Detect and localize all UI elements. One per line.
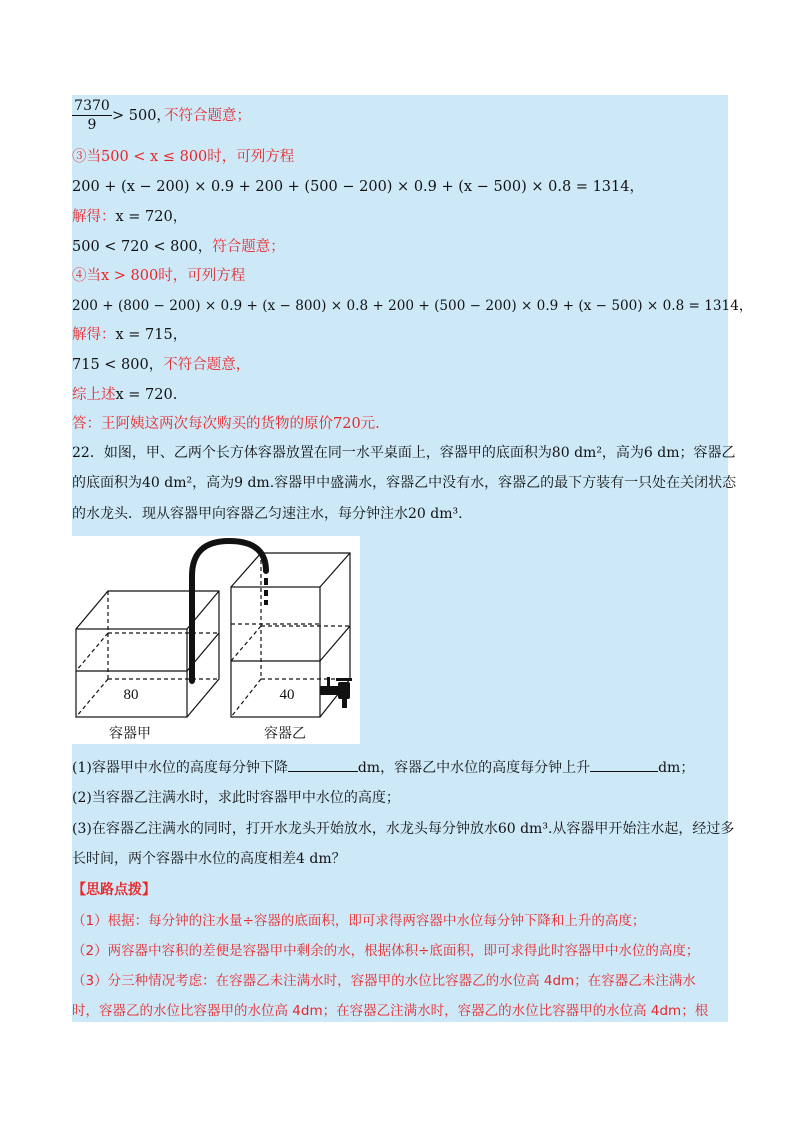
- container-a-front: [76, 629, 187, 717]
- solution-value: x = 715，: [115, 327, 188, 343]
- container-b-area-label: 40: [279, 687, 295, 703]
- conclusion-line: [72, 384, 177, 406]
- check-verdict: 符合题意；: [212, 239, 285, 255]
- case-3-check: [72, 236, 285, 258]
- container-b-front: [231, 587, 320, 717]
- container-a: [76, 591, 219, 717]
- case-3-heading: ③当500 < x ≤ 800时，可列方程: [72, 149, 295, 165]
- fraction-numerator: 7370: [72, 97, 112, 116]
- fraction-comparison: > 500，: [112, 108, 171, 124]
- part-3-line-2: 长时间，两个容器中水位的高度相差4 dm？: [72, 851, 346, 867]
- hint-1: （1）根据：每分钟的注水量÷容器的底面积，即可求得两容器中水位每分钟下降和上升的高度；: [72, 913, 646, 929]
- answer-line: 答：王阿姨这两次每次购买的货物的原价720元.: [72, 416, 380, 432]
- hint-title: 【思路点拨】: [72, 882, 156, 898]
- solution-label: 解得：: [72, 327, 116, 343]
- fraction-verdict: 不符合题意；: [164, 108, 251, 124]
- check-inequality: 715 < 800，: [72, 357, 164, 373]
- part-1-line: [72, 757, 694, 779]
- siphon-pipe: [192, 541, 266, 681]
- fraction-denominator: 9: [87, 117, 97, 133]
- conclusion-label: 综上述: [72, 387, 116, 403]
- hint-2: （2）两容器中容积的差便是容器甲中剩余的水，根据体积÷底面积，即可求得此时容器甲中水位的高度；: [72, 943, 700, 959]
- part-2-line: (2)当容器乙注满水时，求此时容器甲中水位的高度；: [72, 790, 400, 806]
- part-1-blank-a[interactable]: [288, 757, 358, 772]
- case-4-check: [72, 354, 250, 376]
- part-1-text-a: (1)容器甲中水位的高度每分钟下降: [72, 760, 288, 776]
- solution-label: 解得：: [72, 209, 116, 225]
- container-b-caption: 容器乙: [264, 726, 306, 742]
- case-4-equation: 200 + (800 − 200) × 0.9 + (x − 800) × 0.8 + 200 + (500 − 200) × 0.9 + (x − 500) × 0.8 = 1314，: [72, 298, 753, 314]
- question-22-line-1: 22．如图，甲、乙两个长方体容器放置在同一水平桌面上，容器甲的底面积为80 dm²，高为6 dm；容器乙: [72, 445, 736, 461]
- question-22-line-2: 的底面积为40 dm²，高为9 dm.容器甲中盛满水，容器乙中没有水，容器乙的最下方装有一只处在关闭状态: [72, 475, 737, 491]
- case-4-solution: [72, 324, 187, 346]
- document-highlight-block: [72, 95, 753, 1022]
- part-3-line-1: (3)在容器乙注满水的同时，打开水龙头开始放水，水龙头每分钟放水60 dm³.从容器甲开始注水起，经过多: [72, 821, 735, 837]
- container-a-back: [76, 591, 219, 717]
- part-1-text-c: dm；: [658, 760, 695, 776]
- solution-value: x = 720，: [115, 209, 188, 225]
- containers-diagram: [72, 536, 360, 744]
- part-1-text-b: dm，容器乙中水位的高度每分钟上升: [357, 760, 591, 776]
- case-3-equation: 200 + (x − 200) × 0.9 + 200 + (500 − 200) × 0.9 + (x − 500) × 0.8 = 1314，: [72, 179, 644, 195]
- part-1-blank-b[interactable]: [590, 757, 658, 772]
- water-drips: [264, 578, 268, 605]
- case-4-heading: ④当x > 800时，可列方程: [72, 268, 246, 284]
- hint-3-line-2: 时，容器乙的水位比容器甲的水位高 4dm；在容器乙注满水时，容器乙的水位比容器甲的水位高 4dm；根: [72, 1003, 709, 1019]
- check-verdict: 不符合题意，: [163, 357, 251, 373]
- container-a-caption: 容器甲: [109, 726, 151, 742]
- hint-3-line-1: （3）分三种情况考虑：在容器乙未注满水时，容器甲的水位比容器乙的水位高 4dm；在容器乙未注满水: [72, 973, 696, 989]
- container-a-area-label: 80: [123, 687, 139, 703]
- conclusion-value: x = 720.: [115, 387, 178, 403]
- case-3-solution: [72, 206, 187, 228]
- fraction: [72, 97, 112, 134]
- check-inequality: 500 < 720 < 800，: [72, 239, 213, 255]
- containers-figure: [72, 536, 360, 744]
- question-22-line-3: 的水龙头．现从容器甲向容器乙匀速注水，每分钟注水20 dm³.: [72, 506, 463, 522]
